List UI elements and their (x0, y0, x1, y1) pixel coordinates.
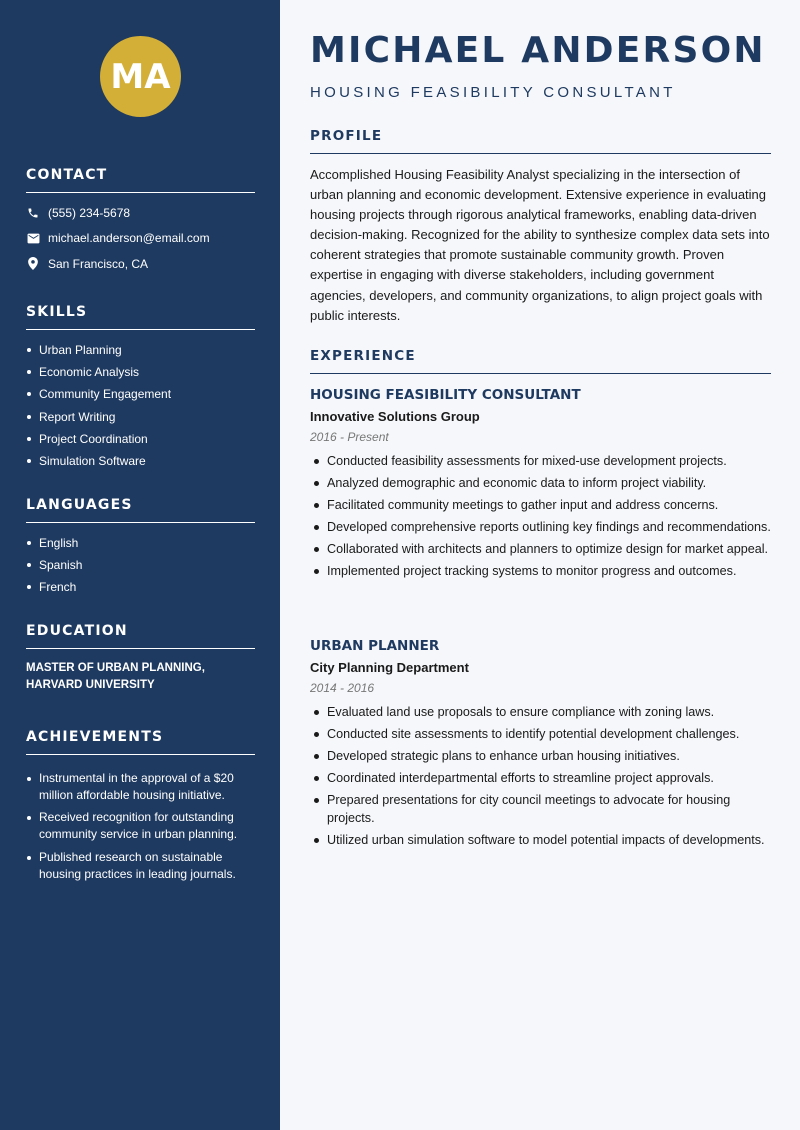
achievements-list (26, 770, 255, 883)
job-dates: 2016 - Present (310, 430, 389, 444)
skills-list (26, 339, 255, 472)
profile-section (310, 128, 771, 326)
avatar: MA (100, 36, 181, 117)
contact-location (26, 251, 255, 277)
job-bullet: Analyzed demographic and economic data to inform project viability. (310, 474, 771, 492)
achievement-item: Received recognition for outstanding community service in urban planning. (26, 809, 255, 843)
job-role: URBAN PLANNER (310, 638, 440, 654)
achievement-item: Published research on sustainable housing practices in leading journals. (26, 849, 255, 883)
job-entry (310, 387, 771, 584)
job-entry (310, 638, 771, 853)
skill-item: Community Engagement (26, 383, 255, 405)
skill-item: Project Coordination (26, 428, 255, 450)
envelope-icon (26, 231, 40, 245)
achievements-section (26, 729, 255, 888)
skill-item: Economic Analysis (26, 361, 255, 383)
language-item: French (26, 576, 255, 598)
contact-phone[interactable] (26, 200, 255, 226)
experience-heading: EXPERIENCE (310, 348, 771, 374)
job-dates: 2014 - 2016 (310, 681, 375, 695)
job-bullet: Facilitated community meetings to gather input and address concerns. (310, 496, 771, 514)
languages-section (26, 497, 255, 599)
skill-item: Report Writing (26, 406, 255, 428)
degree-line: MASTER OF URBAN PLANNING, (26, 662, 205, 674)
job-bullet: Developed comprehensive reports outlining key findings and recommendations. (310, 518, 771, 536)
experience-section (310, 348, 771, 374)
phone-icon (26, 206, 40, 220)
email-text: michael.anderson@email.com (48, 231, 210, 246)
contact-heading: CONTACT (26, 167, 255, 193)
job-bullet: Implemented project tracking systems to monitor progress and outcomes. (310, 562, 771, 580)
skills-heading: SKILLS (26, 304, 255, 330)
profile-heading: PROFILE (310, 128, 771, 154)
education-section (26, 623, 255, 694)
language-item: English (26, 532, 255, 554)
achievements-heading: ACHIEVEMENTS (26, 729, 255, 755)
location-pin-icon (26, 257, 40, 271)
job-bullet: Coordinated interdepartmental efforts to streamline project approvals. (310, 769, 771, 787)
job-bullet: Developed strategic plans to enhance urban housing initiatives. (310, 747, 771, 765)
phone-text: (555) 234-5678 (48, 205, 131, 220)
location-text: San Francisco, CA (48, 256, 149, 271)
sidebar (0, 0, 280, 1130)
education-heading: EDUCATION (26, 623, 255, 649)
job-bullet: Evaluated land use proposals to ensure compliance with zoning laws. (310, 703, 771, 721)
achievement-item: Instrumental in the approval of a $20 million affordable housing initiative. (26, 770, 255, 804)
languages-heading: LANGUAGES (26, 497, 255, 523)
job-company: Innovative Solutions Group (310, 409, 480, 424)
skill-item: Simulation Software (26, 450, 255, 472)
candidate-title: HOUSING FEASIBILITY CONSULTANT (310, 84, 676, 101)
education-degree (26, 660, 255, 694)
contact-email[interactable] (26, 226, 255, 252)
job-bullet: Conducted feasibility assessments for mixed-use development projects. (310, 452, 771, 470)
languages-list (26, 532, 255, 599)
university-line: HARVARD UNIVERSITY (26, 679, 155, 691)
job-bullet: Conducted site assessments to identify potential development challenges. (310, 725, 771, 743)
job-bullet: Collaborated with architects and planners to optimize design for market appeal. (310, 540, 771, 558)
candidate-name: MICHAEL ANDERSON (310, 30, 766, 71)
job-bullets (310, 703, 771, 849)
skill-item: Urban Planning (26, 339, 255, 361)
language-item: Spanish (26, 554, 255, 576)
job-bullet: Prepared presentations for city council meetings to advocate for housing projects. (310, 791, 771, 827)
job-role: HOUSING FEASIBILITY CONSULTANT (310, 387, 581, 403)
skills-section (26, 304, 255, 472)
job-bullets (310, 452, 771, 580)
job-bullet: Utilized urban simulation software to model potential impacts of developments. (310, 831, 771, 849)
profile-text: Accomplished Housing Feasibility Analyst specializing in the intersection of urban planning and economic development. Extensive experience in evaluating housing projects through rigorous analytical frameworks, enabling data-driven decision-making. Recognized for the ability to synthesize complex data sets into coherent strategies that promote sustainable community growth. Proven expertise in engaging with diverse stakeholders, including government agencies, developers, and community organizations, to align project goals with public interests. (310, 167, 770, 323)
job-company: City Planning Department (310, 660, 469, 675)
contact-section (26, 167, 255, 277)
